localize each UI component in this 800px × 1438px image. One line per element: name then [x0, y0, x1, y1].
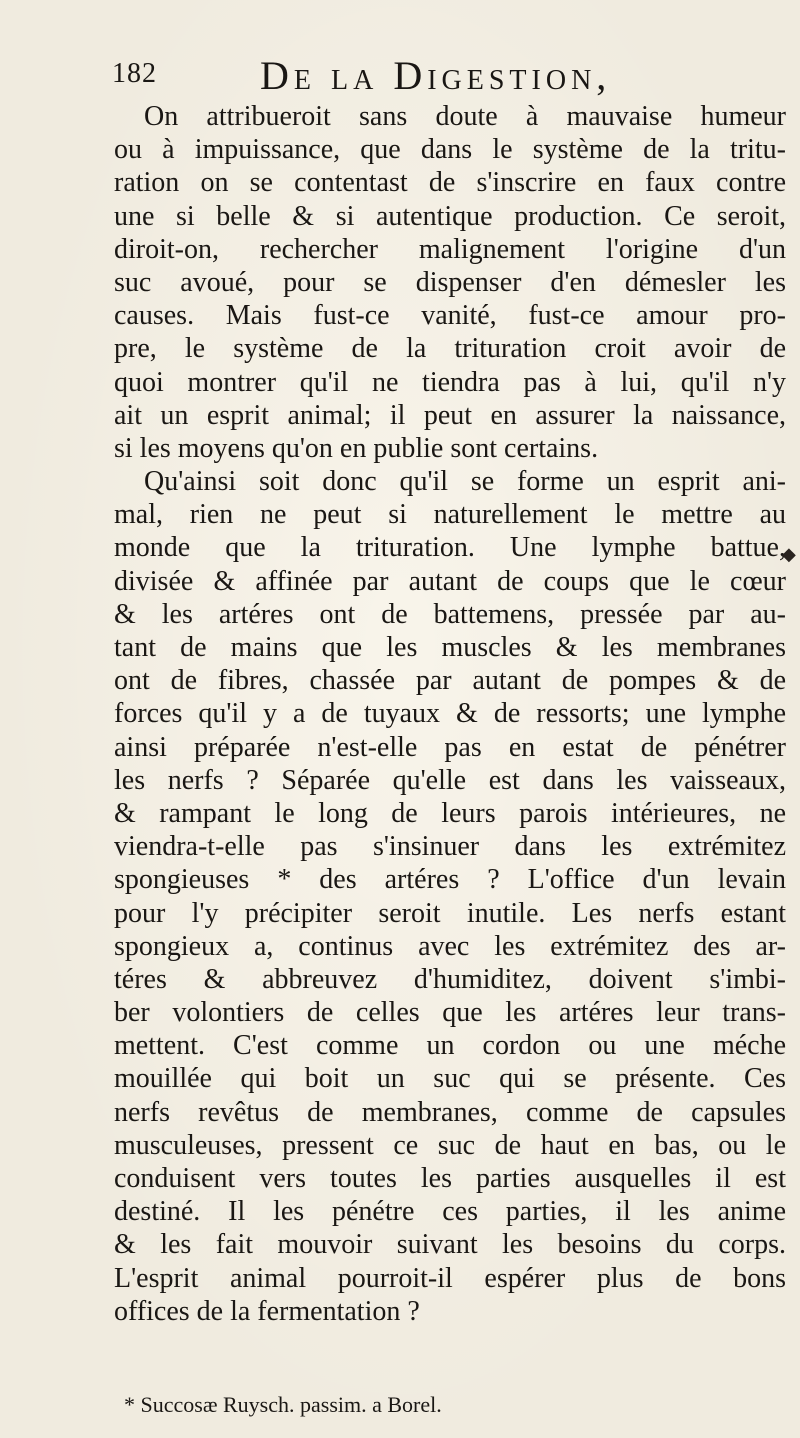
text-line: Qu'ainsi soit donc qu'il se forme un esprit ani-	[144, 466, 786, 498]
text-line: viendra-t-elle pas s'insinuer dans les extrémitez	[114, 831, 786, 863]
text-line: ber volontiers de celles que les artéres leur trans-	[114, 997, 786, 1029]
text-line: suc avoué, pour se dispenser d'en démesler les	[114, 266, 786, 298]
text-line: destiné. Il les pénétre ces parties, il les anime	[114, 1196, 786, 1228]
text-line: quoi montrer qu'il ne tiendra pas à lui, qu'il n'y	[114, 366, 786, 398]
text-line: offices de la fermentation ?	[114, 1295, 420, 1327]
text-line: une si belle & si autentique production. Ce seroit,	[114, 200, 786, 232]
text-line: forces qu'il y a de tuyaux & de ressorts; une lymphe	[114, 698, 786, 730]
running-head: De la Digestion,	[260, 53, 612, 98]
text-line: téres & abbreuvez d'humiditez, doivent s'imbi-	[114, 963, 786, 995]
text-line: mouillée qui boit un suc qui se présente. Ces	[114, 1063, 786, 1095]
text-line: pour l'y précipiter seroit inutile. Les nerfs estant	[114, 897, 786, 929]
page-number: 182	[112, 58, 157, 89]
text-line: ait un esprit animal; il peut en assurer la naissance,	[114, 399, 786, 431]
text-line: divisée & affinée par autant de coups que le cœur	[114, 565, 786, 597]
text-line: spongieuses * des artéres ? L'office d'un levain	[114, 864, 786, 896]
text-line: ainsi préparée n'est-elle pas en estat de pénétrer	[114, 731, 786, 763]
text-line: ration on se contentast de s'inscrire en faux contre	[114, 167, 786, 199]
text-line: On attribueroit sans doute à mauvaise humeur	[144, 101, 786, 132]
text-line: ou à impuissance, que dans le système de la tritu-	[114, 134, 786, 166]
text-line: pre, le système de la trituration croit avoir de	[114, 333, 786, 365]
text-line: diroit-on, rechercher malignement l'origine d'un	[114, 233, 786, 265]
text-line: mal, rien ne peut si naturellement le mettre au	[114, 499, 786, 531]
text-line: les nerfs ? Séparée qu'elle est dans les vaisseaux,	[114, 764, 786, 796]
page-header	[112, 52, 752, 96]
text-line: conduisent vers toutes les parties ausquelles il est	[114, 1163, 786, 1194]
text-line: mettent. C'est comme un cordon ou une méche	[114, 1030, 786, 1062]
text-line: L'esprit animal pourroit-il espérer plus de bons	[114, 1262, 786, 1294]
text-line: & les fait mouvoir suivant les besoins du corps.	[114, 1229, 786, 1261]
text-line: tant de mains que les muscles & les membranes	[114, 632, 786, 663]
body-text	[114, 100, 786, 1328]
text-line: ont de fibres, chassée par autant de pompes & de	[114, 665, 786, 697]
text-line: monde que la trituration. Une lymphe battue,	[114, 532, 786, 564]
text-line: & rampant le long de leurs parois intérieures, ne	[114, 797, 786, 829]
margin-ink-speck: ◆	[782, 544, 796, 564]
text-line: spongieux a, continus avec les extrémitez des ar-	[114, 930, 786, 962]
footnote: * Succosæ Ruysch. passim. a Borel.	[124, 1392, 442, 1417]
text-line: & les artéres ont de battemens, pressée par au-	[114, 598, 786, 630]
text-line: causes. Mais fust-ce vanité, fust-ce amour pro-	[114, 300, 786, 332]
text-line: nerfs revêtus de membranes, comme de capsules	[114, 1096, 786, 1128]
text-line: si les moyens qu'on en publie sont certains.	[114, 432, 599, 464]
text-line: musculeuses, pressent ce suc de haut en bas, ou le	[114, 1129, 786, 1161]
